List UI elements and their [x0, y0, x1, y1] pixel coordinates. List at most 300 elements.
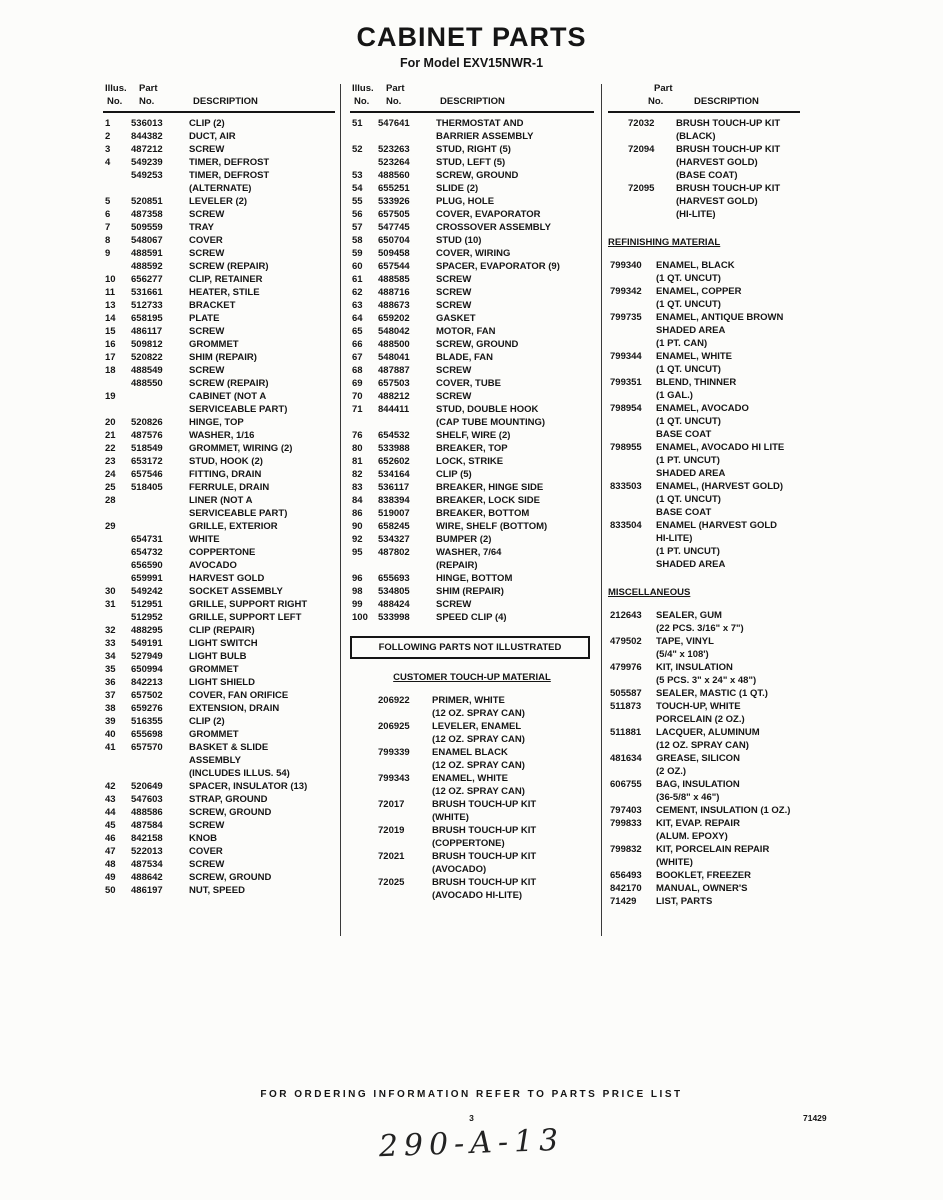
desc-cell: GRILLE, SUPPORT RIGHT: [189, 599, 308, 610]
desc-cell: LIGHT SWITCH: [189, 638, 258, 649]
desc-cell: ENAMEL, BLACK: [656, 260, 735, 271]
desc-cell: COVER: [189, 235, 223, 246]
desc-cell: HEATER, STILE: [189, 287, 260, 298]
part-cell: 606755: [610, 779, 642, 790]
table-header: [350, 82, 594, 113]
illus-cell: 100: [352, 612, 368, 623]
table-row: [608, 635, 858, 648]
table-row: [103, 598, 335, 611]
desc-cell: SLIDE (2): [436, 183, 479, 194]
illus-cell: 4: [105, 157, 111, 168]
touch-up-material-table: [350, 694, 594, 902]
table-row: [103, 559, 335, 572]
table-row: [350, 507, 594, 520]
desc-cell: PRIMER, WHITE: [432, 695, 505, 706]
desc-cell: SCREW: [436, 391, 472, 402]
part-cell: 650994: [131, 664, 163, 675]
desc-cell: CLIP (2): [189, 118, 225, 129]
desc-cell: (1 GAL.): [656, 390, 693, 401]
table-row: [608, 454, 858, 467]
desc-cell: BRUSH TOUCH-UP KIT: [676, 144, 781, 155]
illus-cell: 20: [105, 417, 116, 428]
illus-cell: [103, 767, 131, 780]
part-cell: 656590: [131, 560, 163, 571]
desc-cell: (REPAIR): [436, 560, 478, 571]
part-cell: [378, 837, 432, 850]
desc-cell: (INCLUDES ILLUS. 54): [189, 768, 290, 779]
table-row: [608, 415, 858, 428]
table-row: [350, 260, 594, 273]
part-cell: 487802: [378, 547, 410, 558]
illus-cell: 62: [352, 287, 363, 298]
illus-cell: 13: [105, 300, 116, 311]
illus-cell: 10: [105, 274, 116, 285]
desc-cell: CLIP (2): [189, 716, 225, 727]
part-cell: 799342: [610, 286, 642, 297]
part-cell: 799340: [610, 260, 642, 271]
illus-cell: 69: [352, 378, 363, 389]
desc-cell: BARRIER ASSEMBLY: [436, 131, 534, 142]
part-cell: 799343: [378, 773, 410, 784]
part-cell: 842158: [131, 833, 163, 844]
table-row: [350, 156, 594, 169]
desc-cell: LINER (NOT A: [189, 495, 253, 506]
table-row: [103, 884, 335, 897]
desc-cell: SERVICEABLE PART): [189, 404, 288, 415]
part-cell: [610, 337, 656, 350]
table-row: [350, 694, 594, 707]
table-row: [608, 389, 858, 402]
desc-cell: MOTOR, FAN: [436, 326, 496, 337]
ordering-note: FOR ORDERING INFORMATION REFER TO PARTS PRICE LIST: [260, 1089, 683, 1100]
part-cell: 509812: [131, 339, 163, 350]
doc-number: 71429: [803, 1113, 827, 1123]
illus-header: Illus.: [352, 83, 374, 94]
part-cell: 798955: [610, 442, 642, 453]
table-row: [103, 169, 335, 182]
illus-cell: [103, 546, 131, 559]
table-row: [608, 506, 858, 519]
illus-cell: 82: [352, 469, 363, 480]
table-row: [608, 402, 858, 415]
table-row: [608, 311, 858, 324]
table-row: [608, 804, 858, 817]
part-cell: [610, 856, 656, 869]
table-row: [103, 156, 335, 169]
desc-cell: (1 PT. UNCUT): [656, 546, 720, 557]
no-header: No.: [107, 96, 123, 107]
desc-cell: GRILLE, SUPPORT LEFT: [189, 612, 302, 623]
table-row: [350, 572, 594, 585]
illus-cell: 81: [352, 456, 363, 467]
table-row: [103, 663, 335, 676]
part-cell: [378, 130, 436, 143]
desc-cell: (12 OZ. SPRAY CAN): [432, 760, 525, 771]
part-cell: 488673: [378, 300, 410, 311]
illus-cell: 92: [352, 534, 363, 545]
desc-cell: STUD, HOOK (2): [189, 456, 263, 467]
desc-cell: TOUCH-UP, WHITE: [656, 701, 741, 712]
desc-cell: FITTING, DRAIN: [189, 469, 262, 480]
desc-cell: TRAY: [189, 222, 214, 233]
part-cell: 658195: [131, 313, 163, 324]
no-header: No.: [139, 96, 155, 107]
desc-cell: (5/4" x 108'): [656, 649, 709, 660]
desc-cell: SCREW: [189, 365, 225, 376]
part-cell: 842170: [610, 883, 642, 894]
illus-cell: 22: [105, 443, 116, 454]
desc-cell: GREASE, SILICON: [656, 753, 740, 764]
part-cell: 488560: [378, 170, 410, 181]
table-row: [608, 156, 858, 169]
part-cell: [131, 507, 189, 520]
desc-cell: (1 QT. UNCUT): [656, 273, 721, 284]
illus-cell: 25: [105, 482, 116, 493]
illus-cell: [103, 377, 131, 390]
desc-cell: GRILLE, EXTERIOR: [189, 521, 278, 532]
desc-cell: SCREW: [436, 274, 472, 285]
desc-cell: SCREW: [189, 209, 225, 220]
part-cell: 519007: [378, 508, 410, 519]
part-cell: 547641: [378, 118, 410, 129]
illus-cell: 31: [105, 599, 116, 610]
desc-cell: GROMMET: [189, 664, 239, 675]
table-row: [103, 520, 335, 533]
illus-cell: 51: [352, 118, 363, 129]
part-cell: 488424: [378, 599, 410, 610]
column-left: [103, 82, 335, 897]
table-row: [608, 480, 858, 493]
table-row: [608, 765, 858, 778]
part-cell: 206925: [378, 721, 410, 732]
desc-cell: (1 QT. UNCUT): [656, 299, 721, 310]
desc-cell: (12 OZ. SPRAY CAN): [432, 734, 525, 745]
part-cell: [378, 889, 432, 902]
illus-cell: 43: [105, 794, 116, 805]
part-cell: 833504: [610, 520, 642, 531]
part-cell: 487358: [131, 209, 163, 220]
table-row: [350, 234, 594, 247]
table-row: [608, 272, 858, 285]
desc-cell: THERMOSTAT AND: [436, 118, 524, 129]
illus-cell: 99: [352, 599, 363, 610]
table-row: [608, 674, 858, 687]
table-row: [103, 676, 335, 689]
part-cell: 548067: [131, 235, 163, 246]
desc-cell: (HARVEST GOLD): [676, 157, 758, 168]
illus-cell: 39: [105, 716, 116, 727]
desc-cell: (HARVEST GOLD): [676, 196, 758, 207]
desc-cell: BRUSH TOUCH-UP KIT: [432, 851, 537, 862]
part-cell: [610, 622, 656, 635]
table-row: [350, 455, 594, 468]
part-cell: 536013: [131, 118, 163, 129]
illus-cell: [350, 559, 378, 572]
part-cell: 206922: [378, 695, 410, 706]
part-cell: [610, 415, 656, 428]
table-header: [103, 82, 335, 113]
desc-cell: BRUSH TOUCH-UP KIT: [432, 825, 537, 836]
desc-cell: COVER, FAN ORIFICE: [189, 690, 289, 701]
table-row: [103, 715, 335, 728]
table-row: [103, 689, 335, 702]
desc-cell: LIST, PARTS: [656, 896, 713, 907]
part-cell: 533926: [378, 196, 410, 207]
illus-cell: 98: [352, 586, 363, 597]
table-row: [103, 455, 335, 468]
table-row: [608, 285, 858, 298]
table-row: [103, 247, 335, 260]
illus-cell: 45: [105, 820, 116, 831]
table-row: [608, 726, 858, 739]
part-cell: 72094: [628, 144, 655, 155]
part-cell: 534805: [378, 586, 410, 597]
illus-cell: 76: [352, 430, 363, 441]
table-row: [103, 130, 335, 143]
part-cell: 72032: [628, 118, 655, 129]
illus-cell: 67: [352, 352, 363, 363]
table-row: [350, 429, 594, 442]
part-cell: 844411: [378, 404, 410, 415]
table-row: [350, 403, 594, 416]
table-row: [103, 767, 335, 780]
desc-cell: BLADE, FAN: [436, 352, 493, 363]
illus-cell: 16: [105, 339, 116, 350]
table-row: [350, 837, 594, 850]
illus-cell: 57: [352, 222, 363, 233]
desc-cell: CROSSOVER ASSEMBLY: [436, 222, 551, 233]
table-row: [608, 519, 858, 532]
desc-cell: SCREW: [189, 248, 225, 259]
no-header: No.: [386, 96, 402, 107]
desc-cell: SCREW: [189, 859, 225, 870]
part-cell: [378, 811, 432, 824]
part-cell: 72025: [378, 877, 405, 888]
part-cell: 548042: [378, 326, 410, 337]
table-row: [350, 351, 594, 364]
illus-cell: 83: [352, 482, 363, 493]
table-row: [608, 169, 858, 182]
desc-cell: COVER, TUBE: [436, 378, 501, 389]
part-header: Part: [654, 83, 673, 94]
illus-cell: 47: [105, 846, 116, 857]
part-cell: [610, 791, 656, 804]
table-row: [350, 598, 594, 611]
desc-cell: ENAMEL (HARVEST GOLD: [656, 520, 778, 531]
part-cell: [378, 559, 436, 572]
part-cell: 512951: [131, 599, 163, 610]
table-row: [350, 299, 594, 312]
desc-cell: (1 QT. UNCUT): [656, 494, 721, 505]
desc-cell: NUT, SPEED: [189, 885, 245, 896]
desc-cell: BRACKET: [189, 300, 236, 311]
desc-cell: CLIP, RETAINER: [189, 274, 263, 285]
table-row: [608, 195, 858, 208]
part-cell: [378, 733, 432, 746]
part-cell: [610, 506, 656, 519]
part-cell: 534164: [378, 469, 410, 480]
table-row: [608, 324, 858, 337]
table-row: [350, 733, 594, 746]
table-row: [103, 429, 335, 442]
illus-cell: 71: [352, 404, 363, 415]
desc-cell: LIGHT BULB: [189, 651, 247, 662]
part-cell: 534327: [378, 534, 410, 545]
part-cell: 488585: [378, 274, 410, 285]
table-row: [103, 403, 335, 416]
part-cell: 518405: [131, 482, 163, 493]
illus-cell: 11: [105, 287, 116, 298]
table-row: [103, 585, 335, 598]
desc-cell: SHELF, WIRE (2): [436, 430, 511, 441]
part-cell: 487576: [131, 430, 163, 441]
part-cell: 520822: [131, 352, 163, 363]
desc-cell: HARVEST GOLD: [189, 573, 265, 584]
part-cell: 72021: [378, 851, 405, 862]
desc-cell: LEVELER (2): [189, 196, 248, 207]
description-header: DESCRIPTION: [694, 96, 759, 107]
desc-cell: ENAMEL, (HARVEST GOLD): [656, 481, 784, 492]
desc-cell: ENAMEL, ANTIQUE BROWN: [656, 312, 784, 323]
table-row: [608, 428, 858, 441]
illus-cell: 53: [352, 170, 363, 181]
table-row: [350, 117, 594, 130]
table-row: [608, 830, 858, 843]
part-cell: 520826: [131, 417, 163, 428]
touch-up-kits-table: [608, 117, 858, 221]
part-cell: [628, 130, 676, 143]
desc-cell: SCREW: [189, 144, 225, 155]
illus-cell: [350, 156, 378, 169]
illus-header: Illus.: [105, 83, 127, 94]
table-row: [608, 687, 858, 700]
part-cell: 549191: [131, 638, 163, 649]
part-cell: 488716: [378, 287, 410, 298]
part-cell: 488295: [131, 625, 163, 636]
desc-cell: SCREW: [189, 820, 225, 831]
part-cell: 799735: [610, 312, 642, 323]
table-row: [608, 363, 858, 376]
table-row: [608, 752, 858, 765]
column-middle: [350, 82, 594, 902]
table-row: [350, 130, 594, 143]
desc-cell: (22 PCS. 3/16" x 7"): [656, 623, 744, 634]
part-cell: [610, 298, 656, 311]
desc-cell: (HI-LITE): [676, 209, 716, 220]
illus-cell: 14: [105, 313, 116, 324]
desc-cell: TIMER, DEFROST: [189, 157, 270, 168]
desc-cell: TAPE, VINYL: [656, 636, 714, 647]
table-row: [608, 856, 858, 869]
table-row: [103, 533, 335, 546]
desc-cell: BASE COAT: [656, 429, 712, 440]
desc-cell: BRUSH TOUCH-UP KIT: [676, 118, 781, 129]
part-cell: [131, 403, 189, 416]
part-cell: [610, 713, 656, 726]
part-cell: 518549: [131, 443, 163, 454]
part-cell: 655698: [131, 729, 163, 740]
part-cell: 533988: [378, 443, 410, 454]
refinishing-material-header: REFINISHING MATERIAL: [608, 237, 721, 248]
part-cell: 509559: [131, 222, 163, 233]
illus-cell: 3: [105, 144, 111, 155]
table-row: [103, 143, 335, 156]
part-cell: 547745: [378, 222, 410, 233]
table-row: [350, 707, 594, 720]
illus-cell: 36: [105, 677, 116, 688]
parts-table-left: [103, 117, 335, 897]
parts-table-middle: [350, 117, 594, 624]
part-cell: [378, 707, 432, 720]
desc-cell: (BASE COAT): [676, 170, 738, 181]
desc-cell: (1 QT. UNCUT): [656, 416, 721, 427]
desc-cell: KNOB: [189, 833, 217, 844]
table-row: [608, 700, 858, 713]
desc-cell: ENAMEL, AVOCADO HI LITE: [656, 442, 785, 453]
part-cell: [378, 759, 432, 772]
table-row: [350, 221, 594, 234]
part-cell: [378, 416, 436, 429]
part-cell: 486117: [131, 326, 163, 337]
illus-cell: 90: [352, 521, 363, 532]
part-cell: 658245: [378, 521, 410, 532]
desc-cell: (ALTERNATE): [189, 183, 252, 194]
desc-cell: HINGE, BOTTOM: [436, 573, 513, 584]
table-row: [350, 520, 594, 533]
part-cell: 838394: [378, 495, 410, 506]
desc-cell: HI-LITE): [656, 533, 693, 544]
table-row: [608, 182, 858, 195]
refinishing-material-table: [608, 259, 858, 571]
table-row: [103, 494, 335, 507]
desc-cell: BREAKER, HINGE SIDE: [436, 482, 544, 493]
part-cell: 481634: [610, 753, 642, 764]
part-cell: [610, 493, 656, 506]
table-row: [103, 325, 335, 338]
table-row: [608, 713, 858, 726]
table-row: [608, 259, 858, 272]
desc-cell: KIT, INSULATION: [656, 662, 733, 673]
illus-cell: 58: [352, 235, 363, 246]
table-row: [350, 720, 594, 733]
desc-cell: LOCK, STRIKE: [436, 456, 504, 467]
illus-cell: 49: [105, 872, 116, 883]
table-row: [350, 273, 594, 286]
table-row: [350, 811, 594, 824]
part-cell: [610, 830, 656, 843]
illus-cell: 63: [352, 300, 363, 311]
part-cell: 516355: [131, 716, 163, 727]
part-cell: 72017: [378, 799, 405, 810]
part-cell: 522013: [131, 846, 163, 857]
part-cell: 487887: [378, 365, 410, 376]
part-cell: [610, 674, 656, 687]
illus-cell: 80: [352, 443, 363, 454]
miscellaneous-table: [608, 609, 858, 908]
part-cell: [628, 195, 676, 208]
desc-cell: ENAMEL, AVOCADO: [656, 403, 749, 414]
illus-cell: 84: [352, 495, 363, 506]
part-cell: 657502: [131, 690, 163, 701]
desc-cell: SHIM (REPAIR): [436, 586, 504, 597]
part-cell: [378, 863, 432, 876]
part-cell: 797403: [610, 805, 642, 816]
part-cell: 487534: [131, 859, 163, 870]
desc-cell: BOOKLET, FREEZER: [656, 870, 752, 881]
part-cell: 488592: [131, 261, 163, 272]
part-cell: [610, 739, 656, 752]
table-row: [350, 247, 594, 260]
